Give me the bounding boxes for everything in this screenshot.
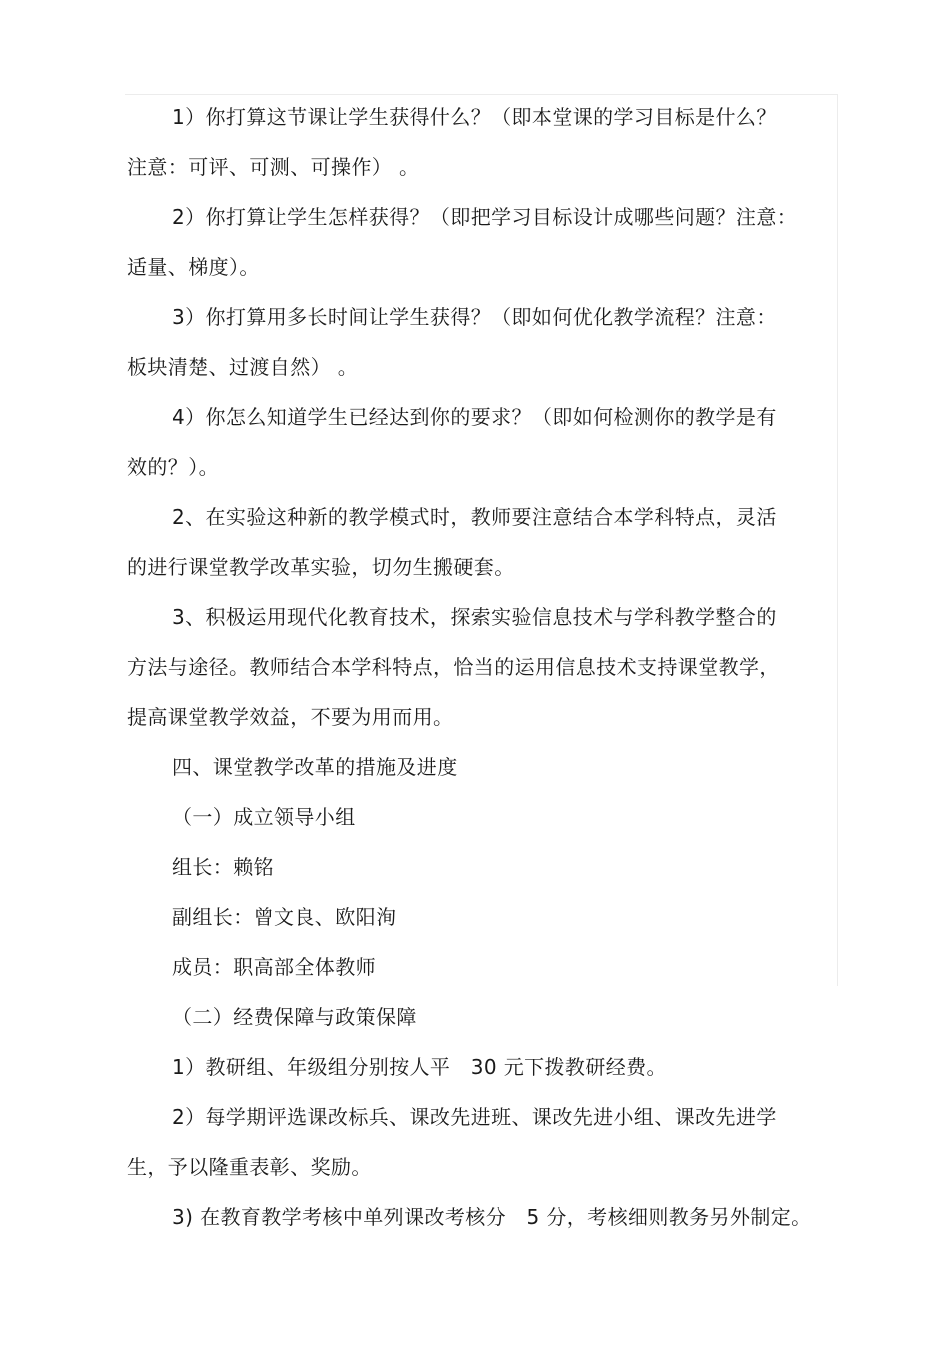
paragraph-line: 1）你打算这节课让学生获得什么？（即本堂课的学习目标是什么？ bbox=[172, 105, 777, 129]
paragraph-line: 3）你打算用多长时间让学生获得？（即如何优化教学流程？注意： bbox=[172, 305, 777, 329]
paragraph-line: 3) 在教育教学考核中单列课改考核分 5 分，考核细则教务另外制定。 bbox=[172, 1205, 812, 1229]
paragraph-line: 的进行课堂教学改革实验，切勿生搬硬套。 bbox=[127, 555, 515, 579]
paragraph-line: 4）你怎么知道学生已经达到你的要求？（即如何检测你的教学是有 bbox=[172, 405, 777, 429]
group-leader: 组长：赖铭 bbox=[172, 855, 274, 879]
paragraph-line: 适量、梯度）。 bbox=[127, 255, 260, 279]
paragraph-line: 效的？）。 bbox=[127, 455, 219, 479]
paragraph-line: 板块清楚、过渡自然） 。 bbox=[127, 355, 359, 379]
members: 成员：职高部全体教师 bbox=[172, 955, 376, 979]
deputy-leaders: 副组长：曾文良、欧阳洵 bbox=[172, 905, 397, 929]
paragraph-line: 2）你打算让学生怎样获得？（即把学习目标设计成哪些问题？注意： bbox=[172, 205, 798, 229]
paragraph-line: 2、在实验这种新的教学模式时，教师要注意结合本学科特点，灵活 bbox=[172, 505, 777, 529]
paragraph-line: 注意：可评、可测、可操作） 。 bbox=[127, 155, 420, 179]
section-heading: 四、课堂教学改革的措施及进度 bbox=[172, 755, 458, 779]
paragraph-line: 1）教研组、年级组分别按人平 30 元下拨教研经费。 bbox=[172, 1055, 667, 1079]
paragraph-line: 提高课堂教学效益，不要为用而用。 bbox=[127, 705, 454, 729]
paragraph-line: 3、积极运用现代化教育技术，探索实验信息技术与学科教学整合的 bbox=[172, 605, 777, 629]
subsection-heading: （二）经费保障与政策保障 bbox=[172, 1005, 417, 1029]
paragraph-line: 方法与途径。教师结合本学科特点，恰当的运用信息技术支持课堂教学， bbox=[127, 655, 780, 679]
paragraph-line: 2）每学期评选课改标兵、课改先进班、课改先进小组、课改先进学 bbox=[172, 1105, 777, 1129]
paragraph-line: 生，予以隆重表彰、奖励。 bbox=[127, 1155, 372, 1179]
subsection-heading: （一）成立领导小组 bbox=[172, 805, 356, 829]
